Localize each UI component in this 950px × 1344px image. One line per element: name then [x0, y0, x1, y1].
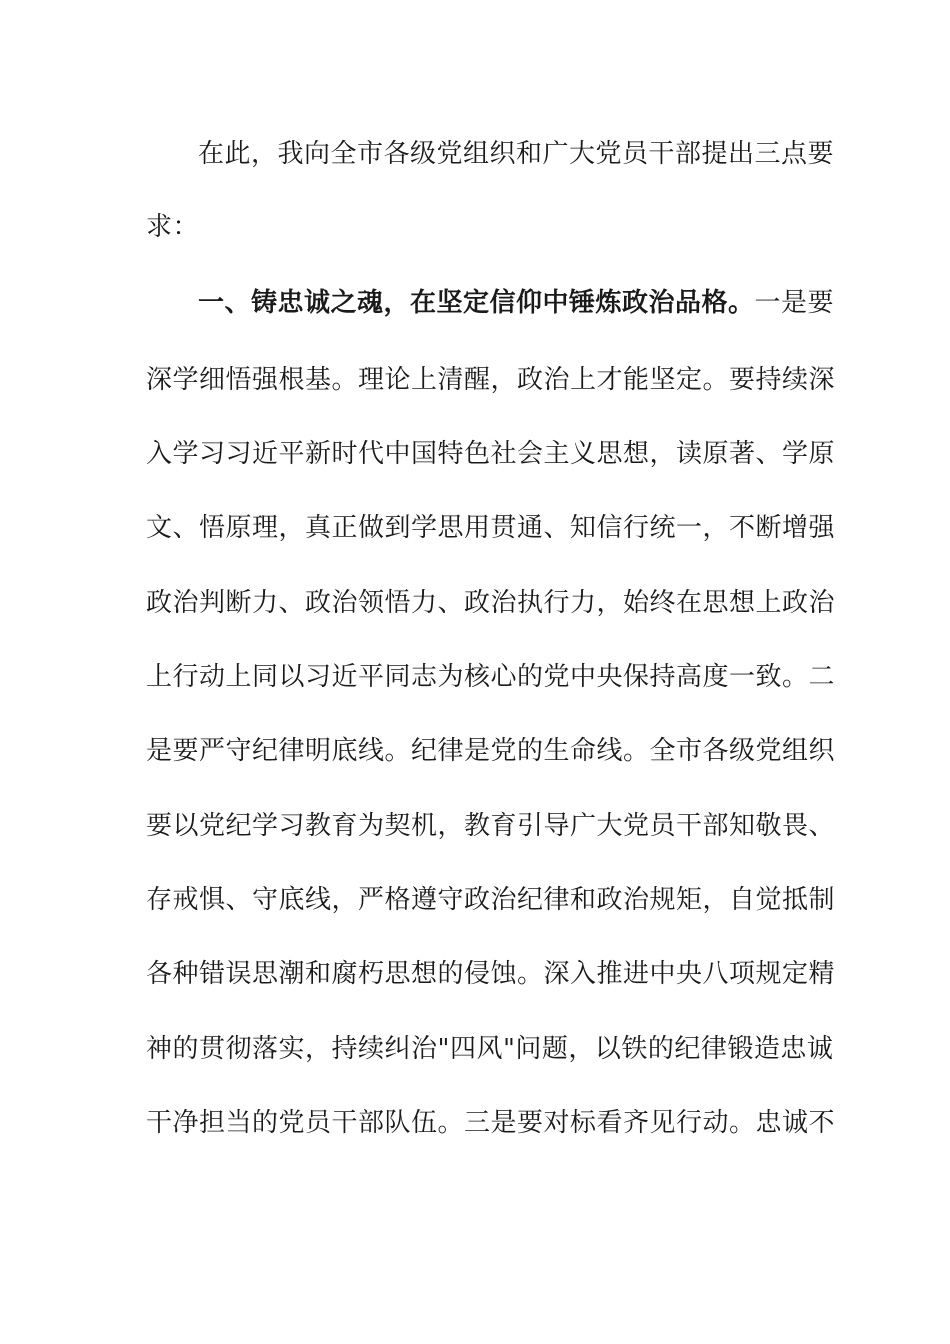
body-line: 上行动上同以习近平同志为核心的党中央保持高度一致。二 — [146, 662, 836, 692]
body-line: 深学细悟强根基。理论上清醒，政治上才能坚定。要持续深 — [146, 365, 836, 395]
body-line: 存戒惧、守底线，严格遵守政治纪律和政治规矩，自觉抵制 — [146, 885, 836, 915]
paragraph-2-line-1 — [198, 283, 835, 323]
section-heading: 一、铸忠诚之魂，在坚定信仰中锤炼政治品格。 — [198, 288, 755, 318]
body-line: 政治判断力、政治领悟力、政治执行力，始终在思想上政治 — [146, 588, 836, 618]
body-line: 文、悟原理，真正做到学思用贯通、知信行统一，不断增强 — [146, 513, 836, 543]
body-line: 要以党纪学习教育为契机，教育引导广大党员干部知敬畏、 — [146, 811, 836, 841]
body-line: 神的贯彻落实，持续纠治"四风"问题，以铁的纪律锻造忠诚 — [146, 1034, 834, 1064]
paragraph-1-line-1: 在此，我向全市各级党组织和广大党员干部提出三点要 — [198, 139, 835, 169]
body-line: 干净担当的党员干部队伍。三是要对标看齐见行动。忠诚不 — [146, 1108, 836, 1138]
body-line: 是要严守纪律明底线。纪律是党的生命线。全市各级党组织 — [146, 736, 836, 766]
body-line: 各种错误思潮和腐朽思想的侵蚀。深入推进中央八项规定精 — [146, 959, 836, 989]
paragraph-1-line-2: 求： — [146, 212, 200, 242]
body-line: 入学习习近平新时代中国特色社会主义思想，读原著、学原 — [146, 439, 836, 469]
heading-line-rest: 一是要 — [754, 288, 835, 318]
